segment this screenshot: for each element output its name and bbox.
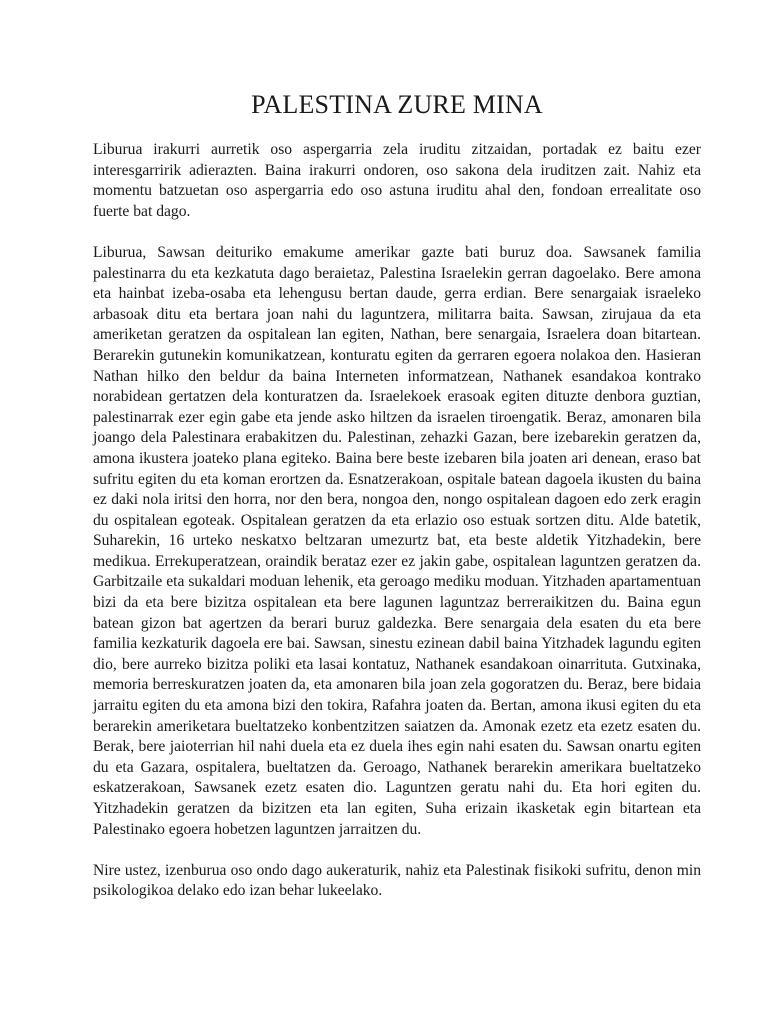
document-page <box>93 90 701 923</box>
paragraph-intro: Liburua irakurri aurretik oso aspergarria zela iruditu zitzaidan, portadak ez baitu ezer interesgarririk adierazten. Baina irakurri ondoren, oso sakona dela iruditzen zait. Nahiz eta momentu batzuetan oso aspergarria edo oso astuna iruditu ahal den, fondoan errealitate oso fuerte bat dago. <box>93 141 701 220</box>
document-title: PALESTINA ZURE MINA <box>251 90 543 119</box>
paragraph-opinion: Nire ustez, izenburua oso ondo dago aukeraturik, nahiz eta Palestinak fisikoki sufritu, denon min psikologikoa delako edo izan behar lukeelako. <box>93 861 701 900</box>
paragraph-summary: Liburua, Sawsan deituriko emakume amerikar gazte bati buruz doa. Sawsanek familia palestinarra du eta kezkatuta dago beraietaz, Palestina Israelekin gerran dagoelako. Bere amona eta hainbat izeba-osaba eta lehengusu bertan daude, gerra erdian. Bere senargaiak israeleko arbasoak ditu eta bertara joan nahi du laguntzera, militarra baita. Sawsan, zirujaua da eta ameriketan geratzen da ospitalean lan egiten, Nathan, bere senargaia, Israelera doan bitartean. Berarekin gutunekin komunikatzean, konturatu egiten da gerraren egoera nolakoa den. Hasieran Nathan hilko den beldur da baina Interneten informatzean, Nathanek esandakoa kontrako norabidean gertatzen dela konturatzen da. Israelekoek erasoak egiten dituzte denbora guztian, palestinarrak ezer egin gabe eta jende asko hiltzen da israelen tiroengatik. Beraz, amonaren bila joango dela Palestinara erabakitzen du. Palestinan, zehazki Gazan, bere izebarekin geratzen da, amona ikustera joateko plana egiteko. Baina bere beste izebaren bila joaten ari denean, eraso bat sufritu egiten du eta koman erortzen da. Esnatzerakoan, ospitale batean dagoela ikusten du baina ez daki nola iritsi den horra, nor den bera, nongoa den, nongo ospitalean dagoen edo zerk eragin du ospitalean egoteak. Ospitalean geratzen da eta erlazio oso estuak sortzen ditu. Alde batetik, Suharekin, 16 urteko neskatxo beltzaran umezurtz bat, eta beste aldetik Yitzhadekin, bere medikua. Errekuperatzean, oraindik berataz ezer ez jakin gabe, ospitalean laguntzen geratzen da. Garbitzaile eta sukaldari moduan lehenik, eta geroago mediku moduan. Yitzhaden apartamentuan bizi da eta bere bizitza ospitalean eta bere lagunen laguntzaz berreraikitzen du. Baina egun batean gizon bat agertzen da berari buruz galdezka. Bere senargaia dela esaten du eta bere familia kezkaturik dagoela ere bai. Sawsan, sinestu ezinean dabil baina Yitzhadek lagundu egiten dio, bere aurreko bizitza poliki eta lasai kontatuz, Nathanek esandakoan oinarrituta. Gutxinaka, memoria berreskuratzen joaten da, eta amonaren bila joan zela gogoratzen du. Beraz, bere bidaia jarraitu egiten du eta amona bizi den tokira, Rafahra joaten da. Bertan, amona ikusi egiten du eta berarekin ameriketara bueltatzeko konbentzitzen saiatzen da. Amonak ezetz eta ezetz esaten du. Berak, bere jaioterrian hil nahi duela eta ez duela ihes egin nahi esaten du. Sawsan onartu egiten du eta Gazara, ospitalera, bueltatzen da. Geroago, Nathanek berarekin amerikara bueltatzeko eskatzerakoan, Sawsanek ezetz esaten dio. Laguntzen geratu nahi du. Eta hori egiten du. Yitzhadekin geratzen da bizitzen eta lan egiten, Suha erizain ikasketak egin bitartean eta Palestinako egoera hobetzen laguntzen jarraitzen du. <box>93 243 701 838</box>
